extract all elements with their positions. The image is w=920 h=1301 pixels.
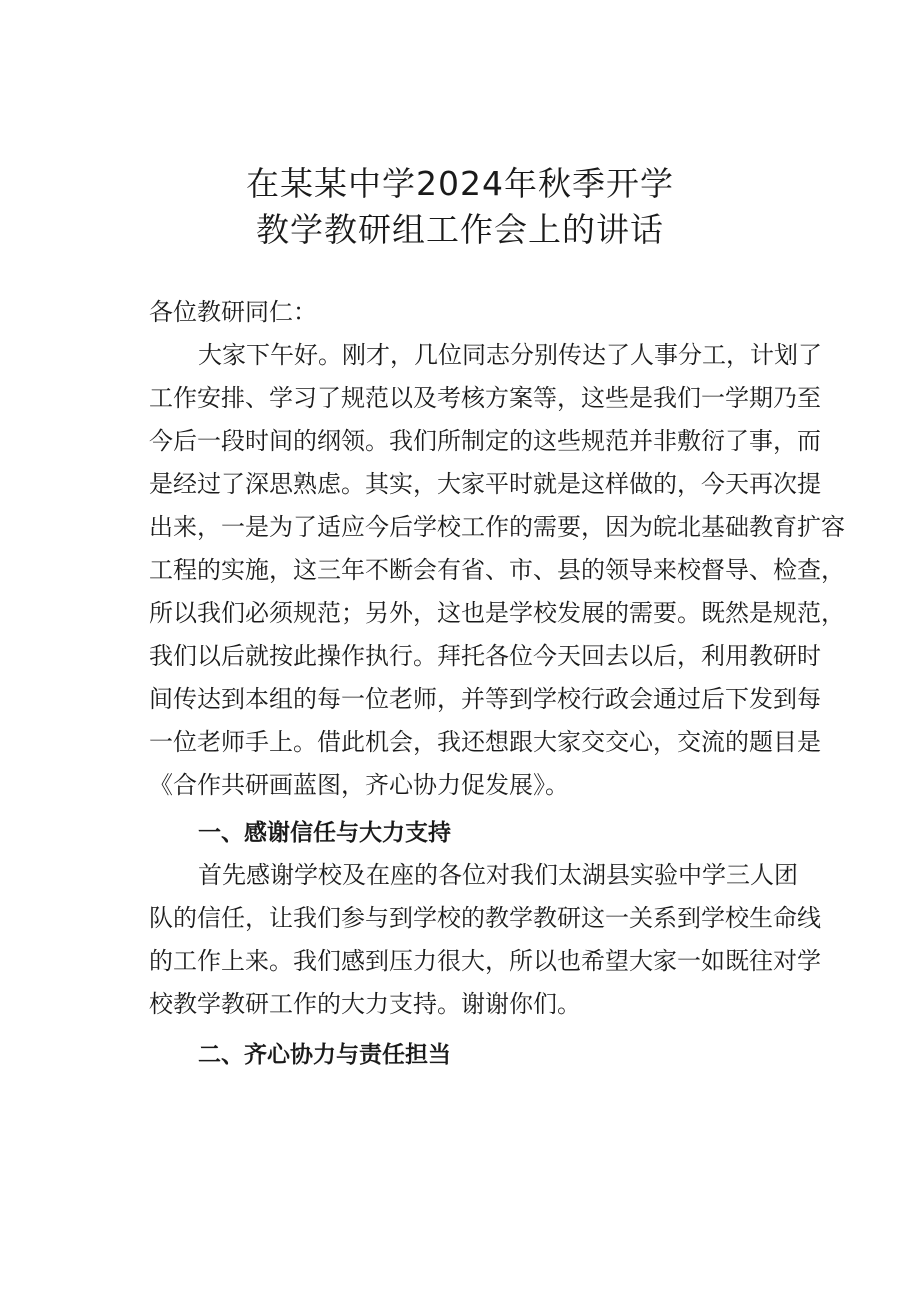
paragraph1-line: 出来，一是为了适应今后学校工作的需要，因为皖北基础教育扩容 <box>149 513 845 541</box>
paragraph1-line: 工作安排、学习了规范以及考核方案等，这些是我们一学期乃至 <box>149 384 821 412</box>
title-line-2: 教学教研组工作会上的讲话 <box>256 210 664 249</box>
paragraph1-line: 所以我们必须规范；另外，这也是学校发展的需要。既然是规范， <box>149 599 845 627</box>
paragraph1-line: 我们以后就按此操作执行。拜托各位今天回去以后，利用教研时 <box>149 642 821 670</box>
paragraph2-line: 首先感谢学校及在座的各位对我们太湖县实验中学三人团 <box>198 861 798 889</box>
paragraph1-line: 今后一段时间的纲领。我们所制定的这些规范并非敷衍了事，而 <box>149 427 821 455</box>
paragraph1-line: 《合作共研画蓝图，齐心协力促发展》。 <box>149 771 569 799</box>
paragraph1-line: 间传达到本组的每一位老师，并等到学校行政会通过后下发到每 <box>149 685 821 713</box>
salutation: 各位教研同仁： <box>149 298 317 326</box>
section-heading-2: 二、齐心协力与责任担当 <box>198 1042 451 1068</box>
paragraph2-line: 的工作上来。我们感到压力很大，所以也希望大家一如既往对学 <box>149 947 821 975</box>
paragraph2-line: 队的信任，让我们参与到学校的教学教研这一关系到学校生命线 <box>149 904 821 932</box>
paragraph1-line: 一位老师手上。借此机会，我还想跟大家交交心，交流的题目是 <box>149 728 821 756</box>
title-line-1: 在某某中学2024年秋季开学 <box>246 164 674 203</box>
paragraph2-line: 校教学教研工作的大力支持。谢谢你们。 <box>149 990 581 1018</box>
paragraph1-line: 大家下午好。刚才，几位同志分别传达了人事分工，计划了 <box>198 341 822 369</box>
section-heading-1: 一、感谢信任与大力支持 <box>198 820 451 846</box>
paragraph1-line: 工程的实施，这三年不断会有省、市、县的领导来校督导、检查， <box>149 556 845 584</box>
paragraph1-line: 是经过了深思熟虑。其实，大家平时就是这样做的，今天再次提 <box>149 470 821 498</box>
